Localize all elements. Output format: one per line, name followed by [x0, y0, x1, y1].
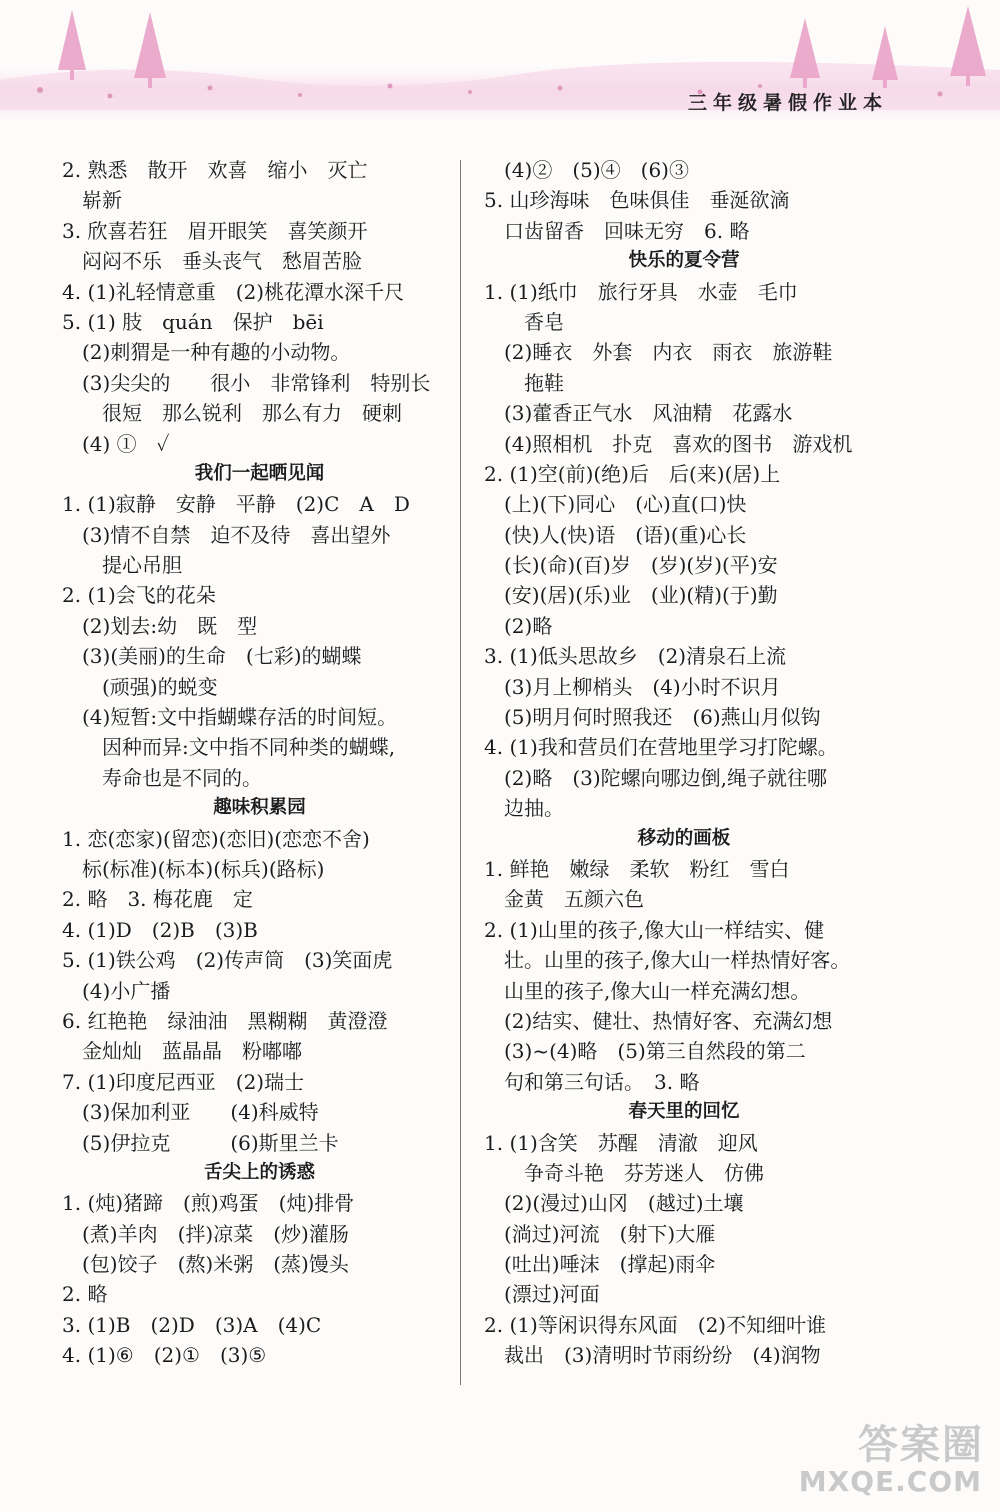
answer-line: (长)(命)(百)岁 (岁)(岁)(平)安: [484, 553, 778, 578]
answer-line: (2)刺猬是一种有趣的小动物。: [62, 340, 351, 365]
answer-line: 2. 略: [62, 1282, 108, 1307]
answer-line: (3)情不自禁 迫不及待 喜出望外: [62, 522, 391, 547]
answer-line: 1. 恋(恋家)(留恋)(恋旧)(恋恋不舍): [62, 826, 370, 851]
answer-line: 5. 山珍海味 色味俱佳 垂涎欲滴: [484, 188, 790, 213]
answer-line: 1. (1)纸巾 旅行牙具 水壶 毛巾: [484, 279, 798, 304]
answer-line: 3. 欣喜若狂 眉开眼笑 喜笑颜开: [62, 218, 368, 243]
answer-line: 5. (1) 肢 quán 保护 bēi: [62, 309, 324, 334]
answer-line: 2. (1)等闲识得东风面 (2)不知细叶谁: [484, 1312, 827, 1337]
answer-line: (2)睡衣 外套 内衣 雨衣 旅游鞋: [484, 340, 833, 365]
answer-line: 金灿灿 蓝晶晶 粉嘟嘟: [62, 1039, 302, 1064]
answer-line: (上)(下)同心 (心)直(口)快: [484, 492, 747, 517]
answer-line: (5)伊拉克 (6)斯里兰卡: [62, 1130, 339, 1155]
answer-line: (4)② (5)④ (6)③: [484, 158, 689, 182]
answer-line: (3)(美丽)的生命 (七彩)的蝴蝶: [62, 644, 362, 669]
answer-line: 2. (1)山里的孩子,像大山一样结实、健: [484, 917, 825, 942]
answer-line: (2)划去:幼 既 型: [62, 613, 258, 638]
answer-line: 1. (炖)猪蹄 (煎)鸡蛋 (炖)排骨: [62, 1191, 355, 1216]
answer-line: 2. (1)会飞的花朵: [62, 583, 216, 608]
answer-line: (吐出)唾沫 (撑起)雨伞: [484, 1252, 716, 1277]
answer-line: 争奇斗艳 芬芳迷人 仿佛: [484, 1160, 764, 1185]
answer-line: 因种而异:文中指不同种类的蝴蝶,: [62, 735, 396, 760]
watermark-bottom-text: MXQE.COM: [798, 1465, 982, 1498]
section-heading: 快乐的夏令营: [628, 250, 740, 272]
answer-line: (煮)羊肉 (拌)凉菜 (炒)灌肠: [62, 1221, 349, 1246]
answer-line: 很短 那么锐利 那么有力 硬刺: [62, 401, 402, 426]
answer-line: 2. (1)空(前)(绝)后 后(来)(居)上: [484, 461, 781, 486]
answer-line: 香皂: [484, 309, 564, 334]
answer-line: (4)短暂:文中指蝴蝶存活的时间短。: [62, 705, 398, 730]
book-title: 三年级暑假作业本: [687, 92, 888, 114]
right-answer-column: [484, 155, 884, 1371]
answer-line: 7. (1)印度尼西亚 (2)瑞士: [62, 1069, 305, 1094]
answer-line: (3)尖尖的 很小 非常锋利 特别长: [62, 370, 431, 395]
answer-line: (3)保加利亚 (4)科威特: [62, 1100, 319, 1125]
answer-line: 1. (1)含笑 苏醒 清澈 迎风: [484, 1130, 758, 1155]
answer-line: (3)~(4)略 (5)第三自然段的第二: [484, 1039, 806, 1064]
answer-line: 崭新: [62, 188, 122, 213]
answer-line: (淌过)河流 (射下)大雁: [484, 1221, 716, 1246]
section-heading: 趣味积累园: [213, 797, 306, 819]
answer-line: (安)(居)(乐)业 (业)(精)(于)勤: [484, 583, 778, 608]
answer-line: (漂过)河面: [484, 1282, 600, 1307]
answer-line: 寿命也是不同的。: [62, 765, 262, 790]
answer-line: 3. (1)B (2)D (3)A (4)C: [62, 1312, 322, 1337]
answer-line: 4. (1)D (2)B (3)B: [62, 917, 258, 942]
answer-line: (4) ① ✓: [62, 431, 170, 456]
answer-line: 1. (1)寂静 安静 平静 (2)C A D: [62, 492, 410, 517]
answer-line: 句和第三句话。 3. 略: [484, 1069, 700, 1094]
answer-line: (2)(漫过)山冈 (越过)土壤: [484, 1191, 744, 1216]
answer-line: 2. 熟悉 散开 欢喜 缩小 灭亡: [62, 158, 368, 182]
answer-line: (包)饺子 (熬)米粥 (蒸)馒头: [62, 1252, 349, 1277]
section-heading: 春天里的回忆: [628, 1101, 740, 1123]
page-header: [0, 0, 1000, 130]
answer-line: (3)月上柳梢头 (4)小时不识月: [484, 674, 781, 699]
answer-line: (快)人(快)语 (语)(重)心长: [484, 522, 747, 547]
answer-line: 裁出 (3)清明时节雨纷纷 (4)润物: [484, 1343, 821, 1368]
answer-line: 3. (1)低头思故乡 (2)清泉石上流: [484, 644, 787, 669]
answer-line: 1. 鲜艳 嫩绿 柔软 粉红 雪白: [484, 856, 790, 881]
section-heading: 舌尖上的诱惑: [203, 1161, 315, 1183]
answer-line: (2)略 (3)陀螺向哪边倒,绳子就往哪: [484, 765, 828, 790]
answer-line: 闷闷不乐 垂头丧气 愁眉苦脸: [62, 249, 362, 274]
answer-line: 提心吊胆: [62, 553, 182, 578]
answer-line: 壮。山里的孩子,像大山一样热情好客。: [484, 948, 851, 973]
answer-line: 拖鞋: [484, 370, 564, 395]
watermark-top-text: 答案圈: [858, 1422, 984, 1468]
answer-line: 边抽。: [484, 796, 564, 821]
column-divider: [460, 160, 461, 1385]
answer-line: 2. 略 3. 梅花鹿 定: [62, 887, 253, 912]
answer-line: 4. (1)我和营员们在营地里学习打陀螺。: [484, 735, 838, 760]
left-answer-column: [62, 155, 457, 1371]
answer-line: (2)结实、健壮、热情好客、充满幻想: [484, 1008, 833, 1033]
answer-line: 标(标准)(标本)(标兵)(路标): [62, 856, 325, 881]
answer-line: 5. (1)铁公鸡 (2)传声筒 (3)笑面虎: [62, 948, 393, 973]
answer-line: 金黄 五颜六色: [484, 887, 644, 912]
answer-line: (2)略: [484, 613, 553, 638]
answer-line: (5)明月何时照我还 (6)燕山月似钩: [484, 705, 821, 730]
answer-line: (4)小广播: [62, 978, 171, 1003]
answer-line: 4. (1)礼轻情意重 (2)桃花潭水深千尺: [62, 279, 405, 304]
answer-line: (顽强)的蜕变: [62, 674, 218, 699]
answer-line: 口齿留香 回味无穷 6. 略: [484, 218, 750, 243]
answer-line: 山里的孩子,像大山一样充满幻想。: [484, 978, 811, 1003]
answer-line: 4. (1)⑥ (2)① (3)⑤: [62, 1343, 267, 1368]
answer-line: (4)照相机 扑克 喜欢的图书 游戏机: [484, 431, 853, 456]
answer-line: 6. 红艳艳 绿油油 黑糊糊 黄澄澄: [62, 1008, 388, 1033]
section-heading: 移动的画板: [637, 827, 731, 849]
answer-line: (3)藿香正气水 风油精 花露水: [484, 401, 793, 426]
watermark-logo: [790, 1413, 990, 1503]
section-heading: 我们一起晒见闻: [194, 462, 325, 484]
